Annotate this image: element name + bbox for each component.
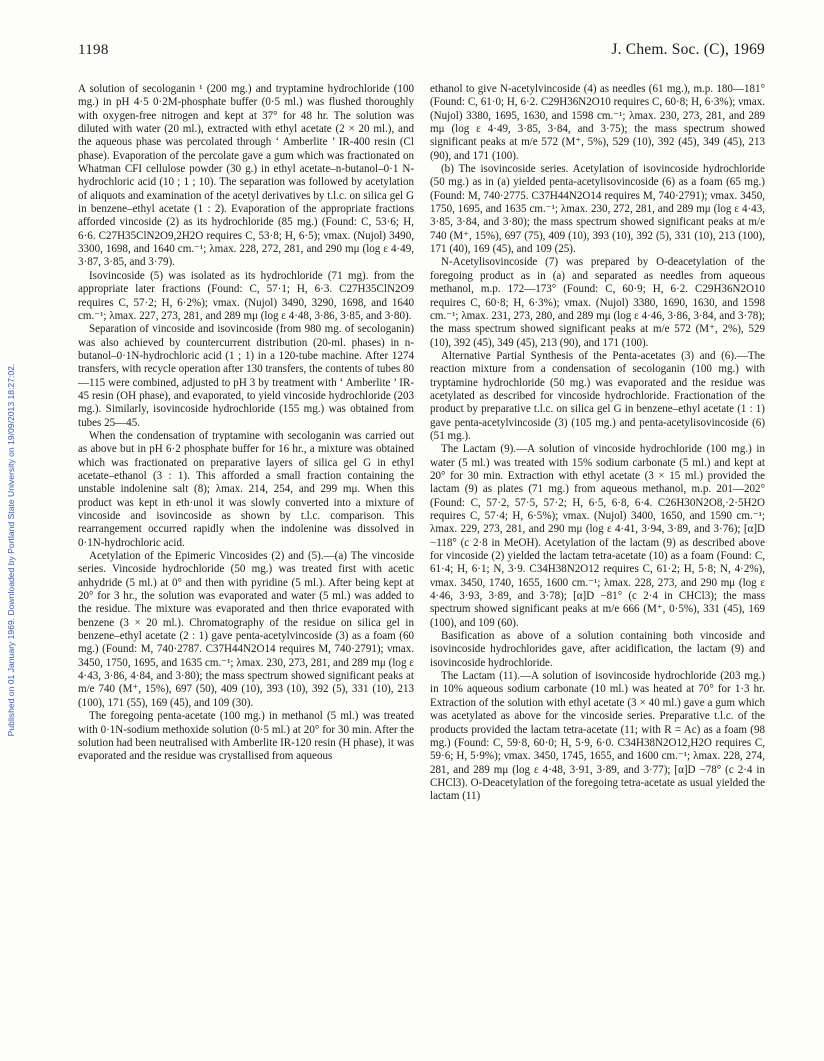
paragraph: (b) The isovincoside series. Acetylation of isovincoside hydrochloride (50 mg.) as in (a) yielded penta-acetylisovincoside (6) as a foam (65 mg.) (Found: M, 740·2775. C37H44N2O14 requires M, 740·2791); νmax. 3450, 1750, 1695, and 1635 cm.⁻¹; λmax. 230, 272, 281, and 289 mμ (log ε 4·43, 3·85, 3·84, and 3·80); the mass spectrum showed significant peaks at m/e 740 (M⁺, 15%), 697 (75), 409 (10), 393 (10), 392 (5), 331 (10), 213 (100), 171 (40), 169 (45), and 109 (25). <box>430 163 765 256</box>
paragraph: When the condensation of tryptamine with secologanin was carried out as above but in pH 6·2 phosphate buffer for 16 hr., a mixture was obtained which was fractionated on preparative layers of silica gel G in ethyl acetate–ethanol (3 : 1). This afforded a small fraction containing the unstable indolenine salt (8); λmax. 214, 254, and 299 mμ. When this product was kept in eth·unol it was slowly converted into a mixture of vincoside and isovincoside as shown by t.l.c. comparison. This rearrangement occurred rapidly when the indolenine was dissolved in 0·1N-hydrochloric acid. <box>78 429 414 549</box>
paragraph: Separation of vincoside and isovincoside (from 980 mg. of secologanin) was also achieved by countercurrent distribution (20-ml. phases) in n-butanol–0·1N-hydrochloric acid (1 ; 1) in a 120-tube machine. After 1274 transfers, with recycle operation after 130 transfers, the contents of tubes 80—115 were combined, adjusted to pH 3 by treatment with ‘ Amberlite ’ IR-45 resin (OH phase), and evaporated, to yield vincoside hydrochloride (203 mg.). Similarly, isovincoside hydrochloride (155 mg.) was obtained from tubes 25—45. <box>78 323 414 429</box>
paragraph: Alternative Partial Synthesis of the Penta-acetates (3) and (6).—The reaction mixture from a condensation of secologanin (100 mg.) with tryptamine hydrochloride (50 mg.) was evaporated and the residue was acetylated as described for vincoside hydrochloride. Fractionation of the product by preparative t.l.c. on silica gel G in benzene–ethyl acetate (1 : 1) gave penta-acetylvincoside (3) (105 mg.) and penta-acetylisovincoside (6) (51 mg.). <box>430 349 765 442</box>
paragraph: Isovincoside (5) was isolated as its hydrochloride (71 mg). from the appropriate later fractions (Found: C, 57·1; H, 6·3. C27H35ClN2O9 requires C, 57·2; H, 6·2%); νmax. (Nujol) 3490, 3290, 1698, and 1640 cm.⁻¹; λmax. 227, 273, 281, and 289 mμ (log ε 4·48, 3·86, 3·85, and 3·80). <box>78 269 414 322</box>
paragraph: Basification as above of a solution containing both vincoside and isovincoside hydrochlorides gave, after acidification, the lactam (9) and isovincoside hydrochloride. <box>430 630 765 669</box>
journal-title: J. Chem. Soc. (C), 1969 <box>611 41 765 58</box>
right-column <box>430 83 765 804</box>
paragraph: Acetylation of the Epimeric Vincosides (2) and (5).—(a) The vincoside series. Vincoside hydrochloride (50 mg.) was treated first with acetic anhydride (5 ml.) at 0° and then with pyridine (5 ml.). After being kept at 20° for 3 hr., the solution was evaporated and water (5 ml.) was added to the residue. The mixture was evaporated and then thrice evaporated with benzene (3 × 20 ml.). Chromatography of the residue on silica gel in benzene–ethyl acetate (2 : 1) gave penta-acetylvincoside (3) as a foam (60 mg.) (Found: M, 740·2787. C37H44N2O14 requires M, 740·2791); νmax. 3450, 1750, 1695, and 1635 cm.⁻¹; λmax. 230, 273, 281, and 289 mμ (log ε 4·43, 3·86, 4·84, and 3·80); the mass spectrum showed significant peaks at m/e 740 (M⁺, 15%), 697 (50), 409 (10), 393 (10), 392 (5), 331 (10), 213 (100), 171 (55), 169 (45), and 109 (30). <box>78 550 414 709</box>
left-column <box>78 83 414 764</box>
page-number: 1198 <box>78 42 109 58</box>
download-watermark: Published on 01 January 1969. Downloaded by Portland State University on 19/09/2013 18:27:02. <box>6 363 16 737</box>
paragraph: ethanol to give N-acetylvincoside (4) as needles (61 mg.), m.p. 180—181° (Found: C, 61·0; H, 6·2. C29H36N2O10 requires C, 60·8; H, 6·3%); νmax. (Nujol) 3380, 1695, 1630, and 1598 cm.⁻¹; λmax. 230, 273, 281, and 289 mμ (log ε 4·49, 3·85, 3·84, and 3·75); the mass spectrum showed significant peaks at m/e 572 (M⁺, 5%), 529 (10), 392 (45), 349 (45), 213 (90), and 171 (100). <box>430 83 765 162</box>
paragraph: The Lactam (11).—A solution of isovincoside hydrochloride (203 mg.) in 10% aqueous sodium carbonate (10 ml.) was heated at 70° for 1·3 hr. Extraction of the solution with ethyl acetate (3 × 40 ml.) gave a gum which was acetylated as above for the vincoside series. Preparative t.l.c. of the products provided the lactam tetra-acetate (11; with R = Ac) as a foam (98 mg.) (Found: C, 59·8, 60·0; H, 5·9, 6·0. C34H38N2O12,H2O requires C, 59·6; H, 5·9%); νmax. 3450, 1745, 1655, and 1600 cm.⁻¹; λmax. 228, 274, 281, and 289 mμ (log ε 4·48, 3·91, 3·89, and 3·77); [α]D −78° (c 2·4 in CHCl3). O-Deacetylation of the foregoing tetra-acetate as usual yielded the lactam (11) <box>430 670 765 803</box>
paragraph: The foregoing penta-acetate (100 mg.) in methanol (5 ml.) was treated with 0·1N-sodium methoxide solution (0·5 ml.) at 20° for 30 min. After the solution had been neutralised with Amberlite IR-120 resin (H phase), it was evaporated and the residue was crystallised from aqueous <box>78 710 414 763</box>
paragraph: The Lactam (9).—A solution of vincoside hydrochloride (100 mg.) in water (5 ml.) was treated with 15% sodium carbonate (5 ml.) and kept at 20° for 30 min. Extraction with ethyl acetate (3 × 15 ml.) provided the lactam (9) as plates (71 mg.) from aqueous methanol, m.p. 201—202° (Found: C, 57·2, 57·5, 57·2; H, 6·5, 6·8, 6·4. C26H30N2O8,·2·5H2O requires C, 57·4; H, 6·5%); νmax. (Nujol) 3400, 1650, and 1590 cm.⁻¹; λmax. 229, 273, 281, and 290 mμ (log ε 4·41, 3·94, 3·89, and 3·76); [α]D −118° (c 2·8 in MeOH). Acetylation of the lactam (9) as described above for vincoside (2) yielded the lactam tetra-acetate (10) as a foam (Found: C, 61·4; H, 6·1; N, 3·9. C34H38N2O12 requires C, 61·2; H, 5·8; N, 4·2%), νmax. 3450, 1740, 1655, 1600 cm.⁻¹; λmax. 228, 273, and 290 mμ (log ε 4·46, 3·93, 3·89, and 3·78); [α]D −81° (c 2·4 in CHCl3); the mass spectrum showed significant peaks at m/e 666 (M⁺, 0·5%), 331 (45), 169 (100), and 109 (60). <box>430 443 765 629</box>
paragraph: N-Acetylisovincoside (7) was prepared by O-deacetylation of the foregoing product as in (a) and separated as needles from aqueous methanol, m.p. 172—173° (Found: C, 60·9; H, 6·2. C29H36N2O10 requires C, 60·8; H, 6·3%); νmax. (Nujol) 3380, 1690, 1630, and 1598 cm.⁻¹; λmax. 231, 273, 280, and 289 mμ (log ε 4·46, 3·86, 3·84, and 3·78); the mass spectrum showed significant peaks at m/e 572 (M⁺, 2%), 529 (10), 392 (45), 349 (45), 213 (90), and 171 (100). <box>430 256 765 349</box>
paragraph: A solution of secologanin ¹ (200 mg.) and tryptamine hydrochloride (100 mg.) in pH 4·5 0·2M-phosphate buffer (0·5 ml.) was flushed thoroughly with oxygen-free nitrogen and kept at 37° for 48 hr. The solution was diluted with water (20 ml.), extracted with ethyl acetate (2 × 20 ml.), and the aqueous phase was percolated through ‘ Amberlite ’ IR-400 resin (Cl phase). Evaporation of the percolate gave a gum which was fractionated on Whatman CFI cellulose powder (30 g.) in ethyl acetate–n-butanol–0·1 N-hydrochloric acid (10 ; 1 ; 10). The separation was followed by acetylation of aliquots and examination of the acetyl derivatives by t.l.c. on silica gel G in benzene–ethyl acetate (1 : 2). Evaporation of the appropriate fractions afforded vincoside (2) as its hydrochloride (85 mg.) (Found: C, 53·6; H, 6·6. C27H35ClN2O9,2H2O requires C, 53·8; H, 6·5); νmax. (Nujol) 3490, 3300, 1698, and 1640 cm.⁻¹; λmax. 228, 272, 281, and 290 mμ (log ε 4·49, 3·87, 3·85, and 3·79). <box>78 83 414 269</box>
